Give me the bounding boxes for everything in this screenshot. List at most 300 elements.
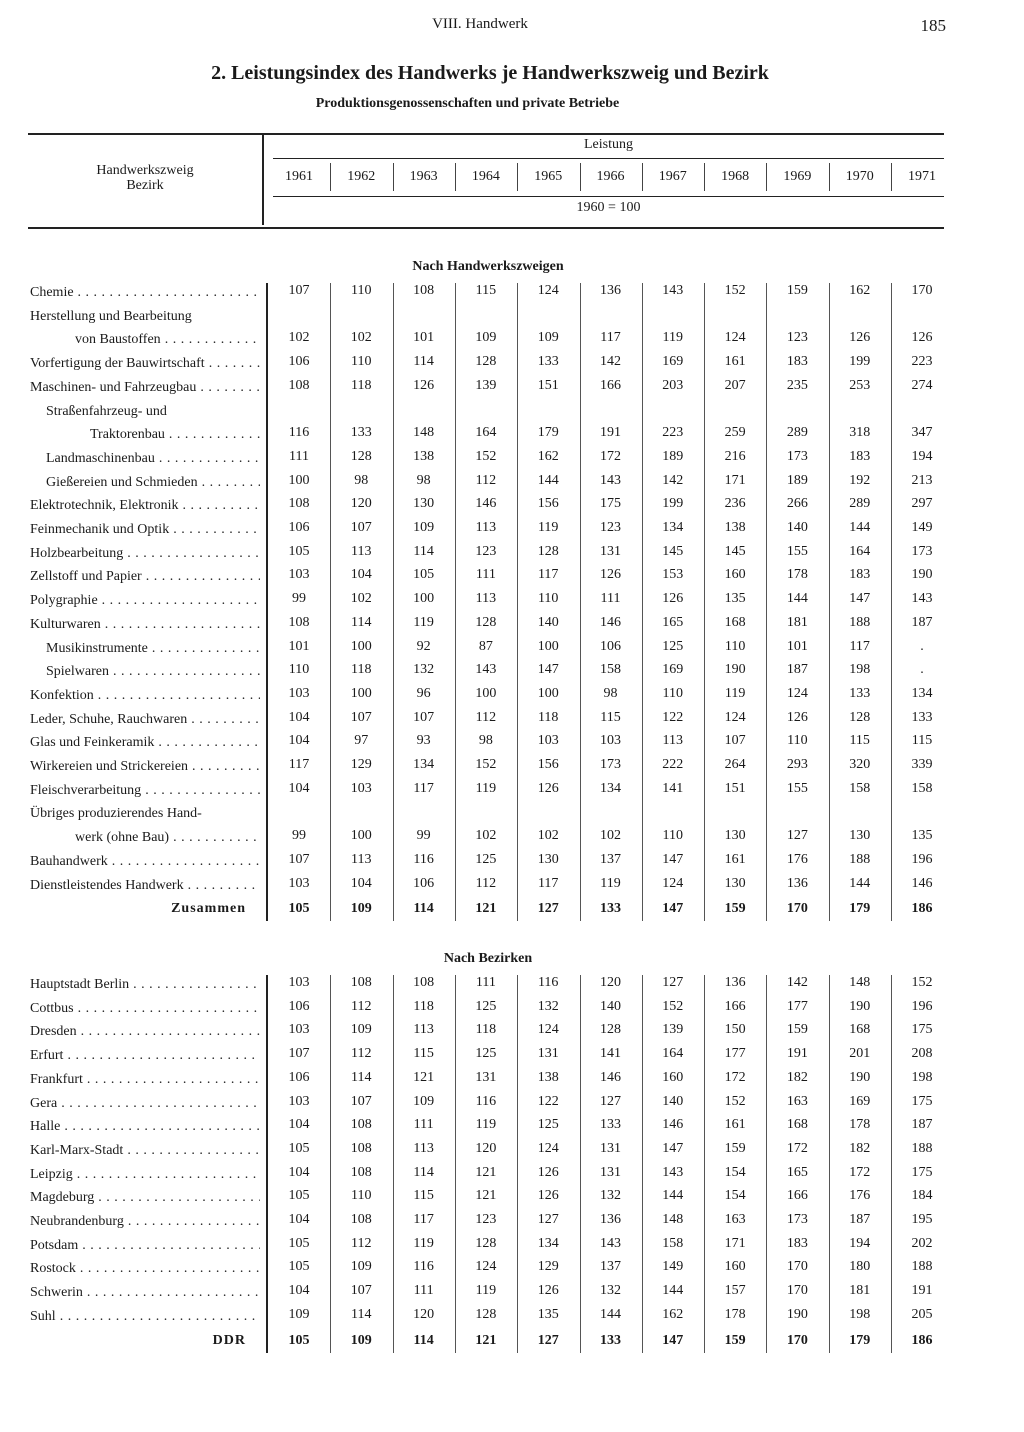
row-label: Straßenfahrzeug- und [46, 403, 167, 419]
value-cell: 122 [662, 709, 684, 725]
value-cell: 112 [475, 709, 497, 725]
table-subtitle: Produktionsgenossenschaften und private Betriebe [315, 96, 620, 111]
value-cell: 124 [537, 1022, 559, 1038]
value-cell: 114 [413, 354, 434, 370]
chapter-header: VIII. Handwerk [432, 16, 528, 32]
total-value-cell: 109 [350, 1332, 372, 1348]
value-cell: 128 [350, 448, 372, 464]
total-value-cell: 186 [911, 901, 933, 917]
value-cell: 119 [413, 1235, 434, 1251]
year-header-cell: 1969 [783, 169, 812, 184]
value-cell: 110 [351, 283, 372, 298]
value-cell: 107 [350, 709, 372, 725]
value-cell: 127 [537, 1212, 559, 1227]
value-cell: 152 [475, 757, 497, 772]
column-separator [766, 975, 767, 1353]
value-cell: 142 [600, 354, 621, 370]
total-value-cell: 186 [911, 1332, 933, 1348]
total-value-cell: 114 [413, 1332, 434, 1348]
value-cell: 131 [600, 1164, 621, 1180]
value-cell: 133 [350, 425, 372, 441]
value-cell: 142 [662, 472, 684, 488]
header-mid-rule-2 [273, 196, 944, 197]
value-cell: 117 [537, 875, 559, 891]
value-cell: 223 [911, 354, 933, 370]
value-cell: 159 [786, 1022, 808, 1038]
value-cell: 123 [786, 330, 808, 346]
value-cell: 180 [849, 1259, 871, 1275]
row-label: Dresden . . . [30, 1024, 260, 1040]
value-cell: 136 [724, 975, 746, 990]
value-cell: 111 [475, 975, 496, 990]
value-cell: 147 [662, 851, 684, 867]
value-cell: 177 [786, 998, 808, 1014]
value-cell: 146 [600, 1069, 621, 1085]
value-cell: 110 [537, 591, 559, 607]
value-cell: 96 [416, 685, 431, 701]
value-cell: 107 [288, 851, 310, 867]
value-cell: 160 [724, 1259, 746, 1275]
row-label: Polygraphie . . . [30, 593, 260, 609]
value-cell: 103 [288, 1093, 310, 1109]
row-label: Kulturwaren . . . [30, 617, 260, 633]
value-cell: 133 [537, 354, 559, 370]
value-cell: 143 [475, 662, 497, 678]
value-cell: 175 [911, 1164, 933, 1180]
value-cell: 100 [350, 685, 372, 701]
value-cell: 152 [724, 283, 746, 298]
value-cell: 107 [288, 283, 310, 298]
row-label: Elektrotechnik, Elektronik . . . [30, 498, 260, 514]
value-cell: 187 [786, 662, 808, 678]
value-cell: 151 [724, 780, 746, 796]
value-cell: 100 [537, 685, 559, 701]
value-cell: 131 [475, 1069, 497, 1085]
value-cell: 163 [724, 1212, 746, 1227]
stub-label-branch: Handwerkszweig [96, 163, 194, 178]
value-cell: 116 [537, 975, 559, 990]
value-cell: 124 [537, 1140, 559, 1156]
value-cell: 119 [475, 780, 497, 796]
value-cell: 132 [600, 1283, 621, 1299]
row-label: Gießereien und Schmieden . . . [46, 475, 260, 491]
value-cell: 160 [662, 1069, 684, 1085]
total-value-cell: 147 [662, 1332, 684, 1348]
value-cell: 102 [600, 828, 621, 844]
value-cell: 169 [662, 662, 684, 678]
value-cell: 126 [600, 567, 621, 583]
value-cell: 118 [475, 1022, 497, 1038]
value-cell: 156 [537, 496, 559, 512]
value-cell: 126 [786, 709, 808, 725]
value-cell: 113 [413, 1140, 434, 1156]
value-cell: 100 [475, 685, 497, 701]
value-cell: 158 [849, 780, 871, 796]
value-cell: 117 [413, 780, 434, 796]
row-label: Konfektion . . . [30, 688, 260, 704]
value-cell: 117 [288, 757, 310, 772]
value-cell: 160 [724, 567, 746, 583]
value-cell: 125 [475, 1046, 497, 1062]
value-cell: 131 [600, 543, 621, 559]
value-cell: 114 [351, 1069, 372, 1085]
value-cell: 121 [413, 1069, 435, 1085]
value-cell: 144 [786, 591, 808, 607]
value-cell: 123 [475, 1212, 497, 1227]
value-cell: 109 [413, 520, 435, 535]
stub-header [60, 163, 230, 193]
value-cell: 119 [600, 875, 621, 891]
value-cell: 131 [537, 1046, 559, 1062]
value-cell: 194 [911, 448, 933, 464]
value-cell: 216 [724, 448, 746, 464]
value-cell: 115 [413, 1046, 434, 1062]
row-label: Landmaschinenbau . . . [46, 451, 260, 467]
value-cell: 159 [724, 1140, 746, 1156]
column-separator [642, 283, 643, 921]
value-cell: 113 [413, 1022, 434, 1038]
value-cell: 107 [350, 1093, 372, 1109]
row-label: Rostock . . . [30, 1261, 260, 1277]
value-cell: 115 [911, 733, 933, 749]
value-cell: 149 [911, 520, 933, 535]
value-cell: 201 [849, 1046, 871, 1062]
value-cell: 105 [288, 1235, 310, 1251]
value-cell: 126 [537, 1188, 559, 1204]
value-cell: 102 [350, 591, 372, 607]
value-cell: 132 [600, 1188, 621, 1204]
value-cell: 124 [537, 283, 559, 298]
value-cell: 126 [911, 330, 933, 346]
value-cell: 179 [537, 425, 559, 441]
value-cell: 130 [849, 828, 871, 844]
value-cell: 202 [911, 1235, 933, 1251]
value-cell: 199 [849, 354, 871, 370]
value-cell: 110 [662, 685, 684, 701]
value-cell: 146 [475, 496, 497, 512]
value-cell: 106 [288, 998, 310, 1014]
value-cell: 213 [911, 472, 933, 488]
column-separator [891, 283, 892, 921]
value-cell: 264 [724, 757, 746, 772]
value-cell: 165 [786, 1164, 808, 1180]
value-cell: 119 [662, 330, 684, 346]
value-cell: 143 [662, 1164, 684, 1180]
value-cell: 194 [849, 1235, 871, 1251]
value-cell: 289 [786, 425, 808, 441]
value-cell: 117 [537, 567, 559, 583]
column-separator [642, 975, 643, 1353]
value-cell: 134 [662, 520, 684, 535]
value-cell: 131 [600, 1140, 621, 1156]
total-value-cell: 127 [537, 901, 559, 917]
value-cell: 196 [911, 998, 933, 1014]
value-cell: 128 [600, 1022, 621, 1038]
value-cell: 108 [350, 1117, 372, 1133]
value-cell: 97 [354, 733, 369, 749]
value-cell: 107 [350, 1283, 372, 1299]
value-cell: 164 [475, 425, 497, 441]
total-label: DDR [212, 1332, 246, 1348]
value-cell: 140 [786, 520, 808, 535]
value-cell: 104 [288, 1164, 310, 1180]
value-cell: 198 [911, 1069, 933, 1085]
column-separator [330, 975, 331, 1353]
value-cell: 173 [786, 1212, 808, 1227]
value-cell: 115 [413, 1188, 434, 1204]
value-cell: 110 [351, 1188, 372, 1204]
value-cell: 148 [413, 425, 435, 441]
value-cell: 144 [537, 472, 559, 488]
value-cell: 190 [911, 567, 933, 583]
value-cell: 111 [475, 567, 496, 583]
row-label: Erfurt . . . [30, 1048, 260, 1064]
value-cell: 101 [413, 330, 435, 346]
value-cell: 112 [475, 472, 497, 488]
value-cell: 154 [724, 1164, 746, 1180]
value-cell: 132 [537, 998, 559, 1014]
value-cell: 134 [413, 757, 435, 772]
value-cell: 147 [849, 591, 871, 607]
value-cell: 143 [600, 1235, 621, 1251]
row-label: Fleischverarbeitung . . . [30, 783, 260, 799]
year-separator [891, 163, 892, 191]
value-cell: 162 [662, 1306, 684, 1322]
value-cell: 139 [662, 1022, 684, 1038]
value-cell: 126 [413, 377, 435, 393]
column-separator [517, 283, 518, 921]
value-cell: 158 [600, 662, 621, 678]
value-cell: 166 [600, 377, 621, 393]
value-cell: 133 [911, 709, 933, 725]
value-cell: 107 [724, 733, 746, 749]
row-label: Feinmechanik und Optik . . . [30, 522, 260, 538]
year-header-cell: 1968 [721, 169, 750, 184]
value-cell: 170 [786, 1259, 808, 1275]
value-cell: 133 [600, 1117, 621, 1133]
value-cell: 125 [662, 638, 684, 654]
total-value-cell: 105 [288, 901, 310, 917]
year-separator [580, 163, 581, 191]
value-cell: 126 [537, 1283, 559, 1299]
value-cell: 189 [786, 472, 808, 488]
value-cell: 152 [911, 975, 933, 990]
value-cell: 106 [288, 354, 310, 370]
value-cell: 118 [537, 709, 559, 725]
year-separator [330, 163, 331, 191]
value-cell: 104 [350, 567, 372, 583]
value-cell: 143 [911, 591, 933, 607]
stub-label-district: Bezirk [126, 178, 164, 193]
value-cell: 102 [288, 330, 310, 346]
value-cell: 103 [600, 733, 621, 749]
value-cell: 187 [911, 1117, 933, 1133]
value-cell: 178 [786, 567, 808, 583]
value-cell: 203 [662, 377, 684, 393]
value-cell: 127 [662, 975, 684, 990]
value-cell: 188 [849, 614, 871, 630]
value-cell: 190 [724, 662, 746, 678]
column-separator [891, 975, 892, 1353]
value-cell: 164 [662, 1046, 684, 1062]
value-cell: 113 [351, 851, 372, 867]
value-cell: 109 [475, 330, 497, 346]
value-cell: 137 [600, 1259, 621, 1275]
value-cell: 192 [849, 472, 871, 488]
section-title: Nach Handwerkszweigen [412, 259, 564, 274]
total-value-cell: 179 [849, 901, 871, 917]
section-title: Nach Bezirken [443, 951, 533, 966]
value-cell: 130 [537, 851, 559, 867]
value-cell: 173 [600, 757, 621, 772]
value-cell: 112 [475, 875, 497, 891]
value-cell: 161 [724, 1117, 746, 1133]
value-cell: 183 [786, 1235, 808, 1251]
row-label: Chemie . . . [30, 285, 260, 301]
value-cell: 156 [537, 757, 559, 772]
value-cell: 188 [911, 1140, 933, 1156]
value-cell: 146 [662, 1117, 684, 1133]
row-label: Vorfertigung der Bauwirtschaft . . . [30, 356, 260, 372]
value-cell: 102 [537, 828, 559, 844]
value-cell: 104 [288, 1283, 310, 1299]
value-cell: 120 [600, 975, 621, 990]
year-header-cell: 1964 [471, 169, 500, 184]
value-cell: 162 [537, 448, 559, 464]
value-cell: 123 [600, 520, 621, 535]
value-cell: 111 [289, 448, 309, 464]
base-label: 1960 = 100 [576, 200, 641, 215]
year-separator [455, 163, 456, 191]
row-label: Neubrandenburg . . . [30, 1214, 260, 1230]
value-cell: 141 [600, 1046, 621, 1062]
value-cell: 113 [475, 520, 497, 535]
year-separator [393, 163, 394, 191]
value-cell: 108 [413, 283, 435, 298]
total-value-cell: 147 [662, 901, 684, 917]
row-label: Bauhandwerk . . . [30, 854, 260, 870]
value-cell: 128 [475, 1235, 497, 1251]
value-cell: 141 [662, 780, 684, 796]
value-cell: 153 [662, 567, 684, 583]
value-cell: 146 [911, 875, 933, 891]
value-cell: 175 [911, 1022, 933, 1038]
value-cell: 158 [662, 1235, 684, 1251]
value-cell: 195 [911, 1212, 933, 1227]
value-cell: 119 [724, 685, 746, 701]
column-separator [704, 975, 705, 1353]
header-stub-divider [262, 135, 264, 225]
year-header-cell: 1965 [534, 169, 563, 184]
value-cell: 137 [600, 851, 621, 867]
value-cell: 128 [475, 1306, 497, 1322]
total-value-cell: 133 [600, 901, 621, 917]
value-cell: 104 [288, 1212, 310, 1227]
value-cell: 98 [354, 472, 369, 488]
value-cell: 105 [288, 1259, 310, 1275]
value-cell: 126 [537, 1164, 559, 1180]
row-label: Frankfurt . . . [30, 1072, 260, 1088]
row-label: Wirkereien und Strickereien . . . [30, 759, 260, 775]
value-cell: 168 [849, 1022, 871, 1038]
value-cell: 165 [662, 614, 684, 630]
value-cell: 196 [911, 851, 933, 867]
value-cell: 176 [786, 851, 808, 867]
value-cell: 148 [849, 975, 871, 990]
value-cell: 177 [724, 1046, 746, 1062]
value-cell: 93 [416, 733, 431, 749]
value-cell: 118 [351, 377, 372, 393]
value-cell: 146 [600, 614, 621, 630]
value-cell: 113 [475, 591, 497, 607]
value-cell: 168 [786, 1117, 808, 1133]
value-cell: 106 [413, 875, 435, 891]
value-cell: 108 [350, 975, 372, 990]
value-cell: 157 [724, 1283, 746, 1299]
value-cell: 138 [413, 448, 435, 464]
row-label: Karl-Marx-Stadt . . . [30, 1143, 260, 1159]
value-cell: 170 [786, 1283, 808, 1299]
value-cell: 155 [786, 543, 808, 559]
value-cell: 144 [662, 1283, 684, 1299]
value-cell: 128 [475, 354, 497, 370]
value-cell: 133 [849, 685, 871, 701]
value-cell: 297 [911, 496, 933, 512]
row-label: Halle . . . [30, 1119, 260, 1135]
value-cell: 132 [413, 662, 435, 678]
row-label: Cottbus . . . [30, 1001, 260, 1017]
value-cell: 120 [350, 496, 372, 512]
value-cell: 347 [911, 425, 933, 441]
value-cell: 117 [413, 1212, 434, 1227]
row-label: Potsdam . . . [30, 1238, 260, 1254]
value-cell: 144 [600, 1306, 621, 1322]
value-cell: 115 [849, 733, 870, 749]
column-separator [829, 975, 830, 1353]
value-cell: 126 [849, 330, 871, 346]
value-cell: 135 [911, 828, 933, 844]
value-cell: 140 [537, 614, 559, 630]
value-cell: 183 [786, 354, 808, 370]
value-cell: 266 [786, 496, 808, 512]
row-label: Leder, Schuhe, Rauchwaren . . . [30, 712, 260, 728]
total-value-cell: 105 [288, 1332, 310, 1348]
value-cell: 274 [911, 377, 933, 393]
value-cell: 124 [475, 1259, 497, 1275]
value-cell: 161 [724, 354, 746, 370]
value-cell: 182 [849, 1140, 871, 1156]
value-cell: 116 [413, 1259, 434, 1275]
value-cell: 139 [475, 377, 497, 393]
value-cell: 223 [662, 425, 684, 441]
year-header-cell: 1971 [908, 169, 936, 184]
value-cell: 138 [537, 1069, 559, 1085]
value-cell: 152 [475, 448, 497, 464]
value-cell: 135 [724, 591, 746, 607]
value-cell: 236 [724, 496, 746, 512]
value-cell: 99 [292, 828, 306, 844]
row-label-continued: werk (ohne Bau) . . . [75, 830, 260, 846]
value-cell: 112 [351, 1235, 372, 1251]
value-cell: 191 [911, 1283, 933, 1299]
value-cell: 208 [911, 1046, 933, 1062]
value-cell: 108 [288, 614, 310, 630]
value-cell: 119 [475, 1117, 497, 1133]
value-cell: 98 [416, 472, 431, 488]
value-cell: 103 [288, 685, 310, 701]
value-cell: 159 [786, 283, 808, 298]
value-cell: 148 [662, 1212, 684, 1227]
